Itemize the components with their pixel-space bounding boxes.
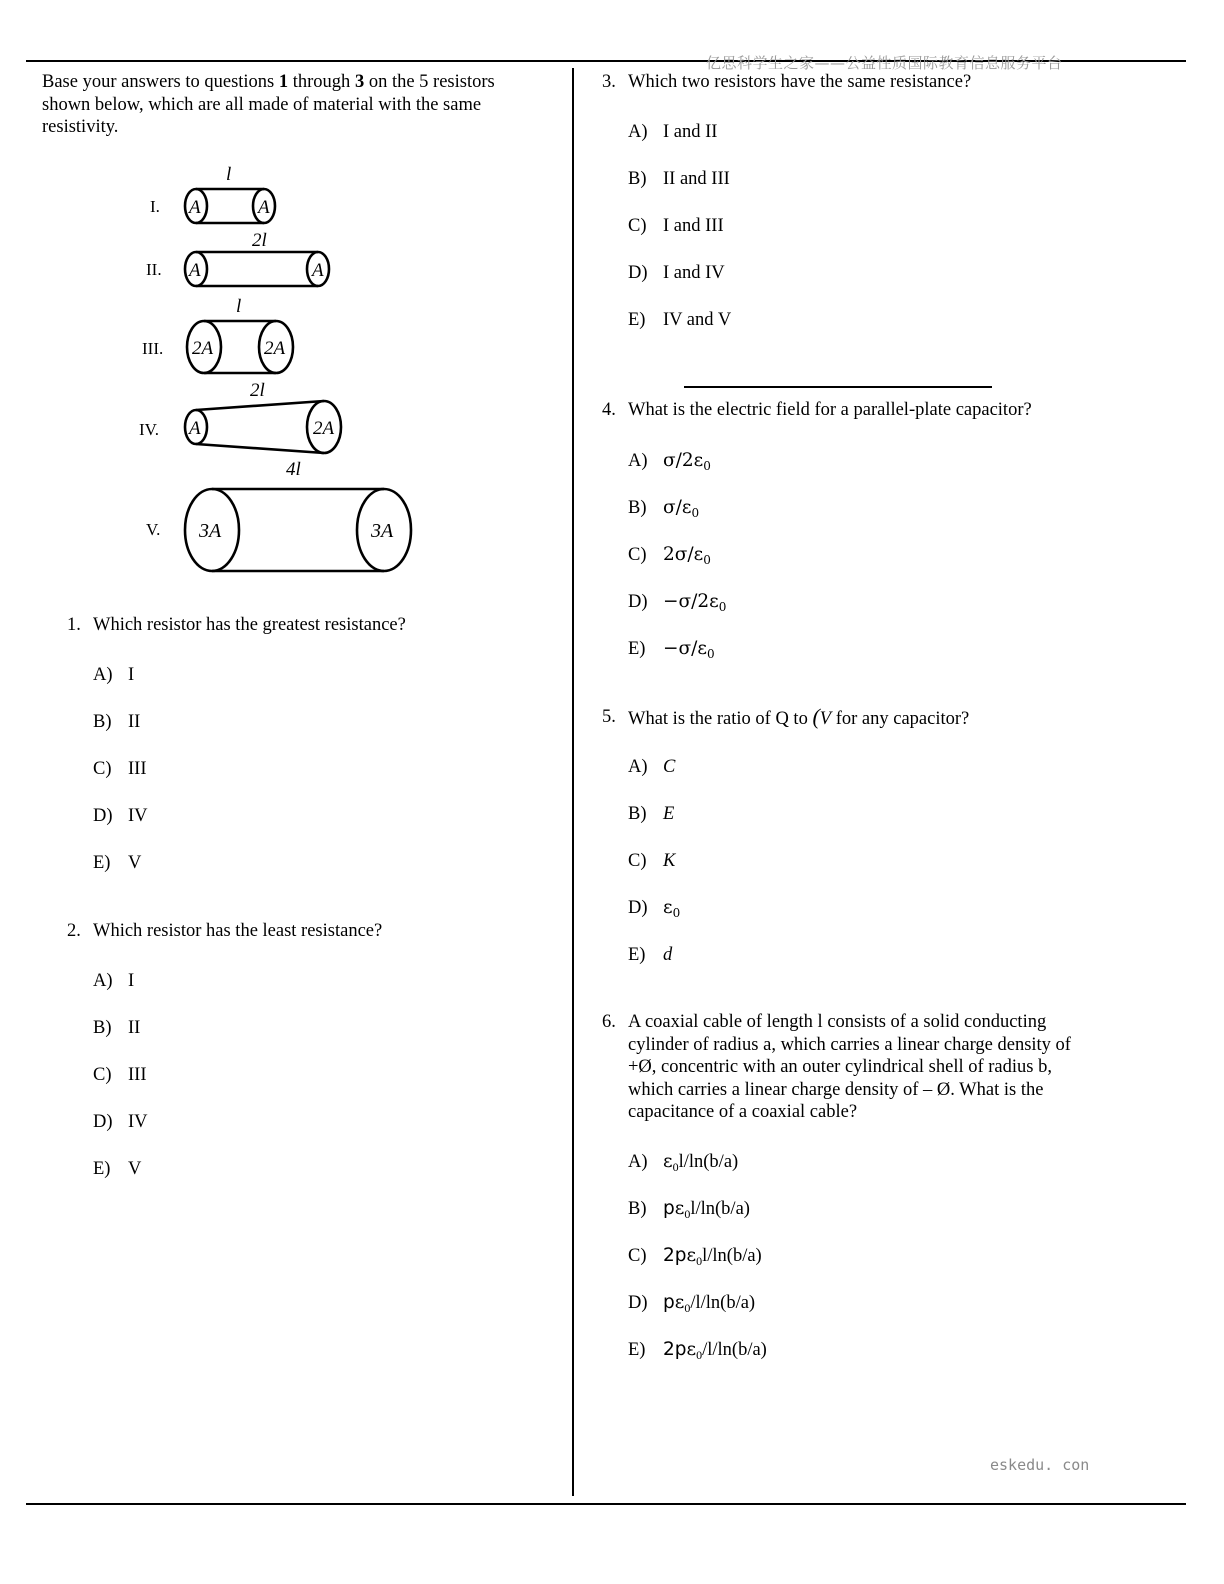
intro-post: on the 5 resistors shown below, which are all made of material with the same resistivity. (42, 72, 495, 137)
footer-watermark: eskedu. con (990, 1456, 1090, 1474)
resistor-5-left-area: 3A (199, 520, 222, 542)
question-number: 4. (602, 400, 616, 420)
resistor-5-length: 4l (286, 459, 301, 480)
column-divider (572, 68, 574, 1496)
resistor-3-left-area: 2A (192, 338, 214, 359)
question-text: What is the electric field for a parallel-plate capacitor? (628, 400, 1032, 420)
question-text: Which resistor has the least resistance? (93, 921, 383, 941)
resistor-figure (130, 160, 550, 600)
question-text: A coaxial cable of length l consists of a solid conducting cylinder of radius a, which carries a linear charge density of +Ø, concentric with an outer cylindrical shell of radius b, which carries a linear charge density of – Ø. What is the capacitance of a coaxial cable? (628, 1012, 1071, 1122)
intro-num-1: 1 (278, 72, 289, 92)
intro-mid: through (288, 72, 355, 92)
question-text: Which resistor has the greatest resistance? (93, 615, 406, 635)
resistor-5-right-area: 3A (371, 520, 394, 542)
question-number: 5. (602, 707, 616, 727)
resistor-1-left-area: A (189, 197, 201, 218)
resistor-2-left-area: A (189, 260, 201, 281)
question-number: 3. (602, 72, 616, 92)
resistor-1-right-area: A (258, 197, 270, 218)
resistor-4-label: IV. (139, 420, 159, 439)
question-number: 1. (67, 615, 81, 635)
resistor-4-length: 2l (250, 380, 265, 401)
resistor-4-right-area: 2A (313, 418, 335, 439)
delta-glyph: ( (812, 704, 820, 729)
resistor-3-right-area: 2A (264, 338, 286, 359)
resistor-3-label: III. (142, 339, 164, 358)
watermark-header: 亿思科学生之家——公益性质国际教育信息服务平台 (706, 54, 1063, 72)
intro-num-3: 3 (354, 72, 365, 92)
resistor-1-label: I. (150, 197, 160, 216)
intro-pre: Base your answers to questions (42, 72, 279, 92)
resistor-2-label: II. (146, 260, 162, 279)
resistor-3-length: l (236, 296, 242, 317)
resistor-2-right-area: A (312, 260, 324, 281)
question-number: 2. (67, 921, 81, 941)
question-text: What is the ratio of Q to (V for any capacitor? (628, 704, 970, 729)
question-number: 6. (602, 1012, 616, 1032)
bottom-rule (26, 1503, 1186, 1505)
section-divider (684, 386, 992, 388)
resistor-5-label: V. (146, 520, 161, 539)
resistor-2-length: 2l (252, 230, 267, 251)
resistor-1-length: l (226, 164, 232, 185)
resistor-4-left-area: A (189, 418, 201, 439)
question-text: Which two resistors have the same resistance? (628, 72, 972, 92)
intro-paragraph (42, 71, 542, 139)
